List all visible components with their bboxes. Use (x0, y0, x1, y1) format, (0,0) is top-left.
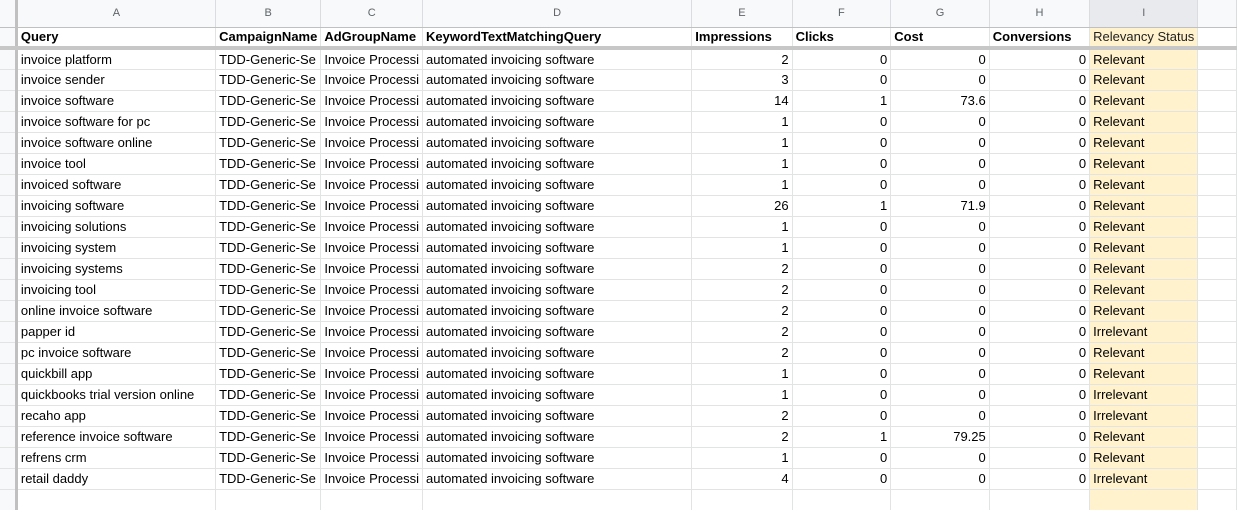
empty-cell[interactable] (1198, 174, 1237, 195)
column-header-row (0, 0, 1237, 27)
cell-adgroup[interactable]: Invoice Processi (321, 69, 423, 90)
row-number-gutter[interactable] (0, 489, 16, 510)
cell-query[interactable]: invoicing system (16, 237, 215, 258)
cell-query[interactable]: pc invoice software (16, 342, 215, 363)
cell-adgroup[interactable]: Invoice Processi (321, 258, 423, 279)
cell-conversions[interactable]: 0 (989, 216, 1089, 237)
cell-conversions[interactable]: 0 (989, 321, 1089, 342)
empty-cell[interactable] (1198, 69, 1237, 90)
cell-adgroup[interactable]: Invoice Processi (321, 237, 423, 258)
cell-cost[interactable]: 0 (891, 300, 989, 321)
cell-cost[interactable]: 0 (891, 468, 989, 489)
cell-adgroup[interactable]: Invoice Processi (321, 300, 423, 321)
cell-conversions[interactable]: 0 (989, 447, 1089, 468)
row-number-gutter[interactable] (0, 174, 16, 195)
empty-cell[interactable] (1198, 132, 1237, 153)
cell-keyword[interactable]: automated invoicing software (423, 447, 692, 468)
header-cell-cost[interactable]: Cost (891, 27, 989, 48)
cell-campaign[interactable]: TDD-Generic-Se (216, 111, 321, 132)
cell-query[interactable]: invoice platform (16, 48, 215, 69)
cell-adgroup[interactable]: Invoice Processi (321, 384, 423, 405)
cell-query[interactable]: invoicing solutions (16, 216, 215, 237)
table-row (0, 48, 1237, 69)
cell-cost[interactable]: 0 (891, 405, 989, 426)
row-number-gutter[interactable] (0, 300, 16, 321)
cell-campaign[interactable]: TDD-Generic-Se (216, 321, 321, 342)
cell-cost[interactable]: 0 (891, 321, 989, 342)
header-cell-query[interactable]: Query (16, 27, 215, 48)
empty-cell[interactable] (1198, 342, 1237, 363)
empty-cell[interactable] (1198, 153, 1237, 174)
cell-query[interactable]: invoicing software (16, 195, 215, 216)
cell-query[interactable]: invoicing systems (16, 258, 215, 279)
cell-campaign[interactable]: TDD-Generic-Se (216, 300, 321, 321)
cell-query[interactable]: online invoice software (16, 300, 215, 321)
cell-clicks[interactable]: 0 (792, 405, 891, 426)
cell-status[interactable]: Relevant (1090, 300, 1198, 321)
cell-query[interactable]: recaho app (16, 405, 215, 426)
cell-query[interactable]: invoice tool (16, 153, 215, 174)
row-number-gutter[interactable] (0, 27, 16, 48)
cell-impressions[interactable]: 1 (692, 174, 792, 195)
cell-conversions[interactable]: 0 (989, 384, 1089, 405)
row-number-gutter[interactable] (0, 405, 16, 426)
cell-keyword[interactable]: automated invoicing software (423, 279, 692, 300)
row-number-gutter[interactable] (0, 48, 16, 69)
cell-cost[interactable]: 0 (891, 216, 989, 237)
cell-keyword[interactable]: automated invoicing software (423, 426, 692, 447)
cell-adgroup[interactable]: Invoice Processi (321, 216, 423, 237)
empty-cell[interactable] (692, 489, 792, 510)
cell-conversions[interactable]: 0 (989, 300, 1089, 321)
column-header-f[interactable]: F (792, 0, 891, 27)
table-row (0, 174, 1237, 195)
cell-status[interactable]: Relevant (1090, 363, 1198, 384)
cell-campaign[interactable]: TDD-Generic-Se (216, 279, 321, 300)
cell-cost[interactable]: 0 (891, 258, 989, 279)
table-row (0, 405, 1237, 426)
cell-query[interactable]: quickbooks trial version online (16, 384, 215, 405)
cell-status[interactable]: Relevant (1090, 69, 1198, 90)
cell-status[interactable]: Relevant (1090, 132, 1198, 153)
cell-cost[interactable]: 0 (891, 237, 989, 258)
row-number-gutter[interactable] (0, 258, 16, 279)
cell-keyword[interactable]: automated invoicing software (423, 405, 692, 426)
cell-conversions[interactable]: 0 (989, 48, 1089, 69)
empty-cell[interactable] (1198, 426, 1237, 447)
cell-adgroup[interactable]: Invoice Processi (321, 426, 423, 447)
cell-keyword[interactable]: automated invoicing software (423, 69, 692, 90)
cell-conversions[interactable]: 0 (989, 90, 1089, 111)
table-row (0, 300, 1237, 321)
cell-keyword[interactable]: automated invoicing software (423, 300, 692, 321)
table-header-row (0, 27, 1237, 48)
cell-cost[interactable]: 0 (891, 363, 989, 384)
row-number-gutter[interactable] (0, 363, 16, 384)
cell-conversions[interactable]: 0 (989, 174, 1089, 195)
cell-clicks[interactable]: 1 (792, 426, 891, 447)
column-header-d[interactable]: D (423, 0, 692, 27)
column-header-i[interactable]: I (1090, 0, 1198, 27)
cell-clicks[interactable]: 0 (792, 132, 891, 153)
cell-cost[interactable]: 0 (891, 279, 989, 300)
cell-keyword[interactable]: automated invoicing software (423, 195, 692, 216)
cell-adgroup[interactable]: Invoice Processi (321, 363, 423, 384)
cell-campaign[interactable]: TDD-Generic-Se (216, 363, 321, 384)
table-row (0, 153, 1237, 174)
cell-conversions[interactable]: 0 (989, 153, 1089, 174)
cell-query[interactable]: refrens crm (16, 447, 215, 468)
empty-cell[interactable] (1198, 48, 1237, 69)
cell-impressions[interactable]: 26 (692, 195, 792, 216)
column-header-g[interactable]: G (891, 0, 989, 27)
cell-adgroup[interactable]: Invoice Processi (321, 447, 423, 468)
table-row (0, 111, 1237, 132)
cell-keyword[interactable]: automated invoicing software (423, 111, 692, 132)
column-header-b[interactable]: B (216, 0, 321, 27)
cell-impressions[interactable]: 4 (692, 468, 792, 489)
row-number-gutter[interactable] (0, 468, 16, 489)
cell-keyword[interactable]: automated invoicing software (423, 48, 692, 69)
cell-status[interactable]: Relevant (1090, 237, 1198, 258)
cell-status[interactable]: Irrelevant (1090, 468, 1198, 489)
cell-adgroup[interactable]: Invoice Processi (321, 174, 423, 195)
header-cell-adgroupname[interactable]: AdGroupName (321, 27, 423, 48)
header-cell-keywordtextmatchingquery[interactable]: KeywordTextMatchingQuery (423, 27, 692, 48)
cell-clicks[interactable]: 0 (792, 321, 891, 342)
cell-cost[interactable]: 73.6 (891, 90, 989, 111)
row-number-gutter[interactable] (0, 90, 16, 111)
cell-impressions[interactable]: 2 (692, 279, 792, 300)
row-number-gutter[interactable] (0, 447, 16, 468)
cell-keyword[interactable]: automated invoicing software (423, 363, 692, 384)
column-header-a[interactable]: A (16, 0, 215, 27)
cell-clicks[interactable]: 0 (792, 384, 891, 405)
grid-body (0, 27, 1237, 510)
cell-impressions[interactable]: 1 (692, 153, 792, 174)
cell-impressions[interactable]: 2 (692, 300, 792, 321)
cell-status[interactable]: Relevant (1090, 279, 1198, 300)
cell-cost[interactable]: 0 (891, 384, 989, 405)
empty-cell[interactable] (1198, 27, 1237, 48)
cell-adgroup[interactable]: Invoice Processi (321, 195, 423, 216)
cell-campaign[interactable]: TDD-Generic-Se (216, 426, 321, 447)
cell-campaign[interactable]: TDD-Generic-Se (216, 405, 321, 426)
cell-clicks[interactable]: 0 (792, 48, 891, 69)
cell-campaign[interactable]: TDD-Generic-Se (216, 447, 321, 468)
cell-conversions[interactable]: 0 (989, 363, 1089, 384)
cell-adgroup[interactable]: Invoice Processi (321, 90, 423, 111)
cell-status[interactable]: Relevant (1090, 195, 1198, 216)
empty-cell[interactable] (891, 489, 989, 510)
cell-conversions[interactable]: 0 (989, 279, 1089, 300)
cell-keyword[interactable]: automated invoicing software (423, 153, 692, 174)
empty-cell[interactable] (1198, 237, 1237, 258)
cell-status[interactable]: Relevant (1090, 90, 1198, 111)
cell-conversions[interactable]: 0 (989, 111, 1089, 132)
empty-cell[interactable] (1198, 90, 1237, 111)
cell-clicks[interactable]: 1 (792, 90, 891, 111)
cell-cost[interactable]: 0 (891, 342, 989, 363)
cell-query[interactable]: invoicing tool (16, 279, 215, 300)
cell-status[interactable]: Relevant (1090, 111, 1198, 132)
table-row (0, 216, 1237, 237)
empty-cell[interactable] (1198, 447, 1237, 468)
cell-conversions[interactable]: 0 (989, 405, 1089, 426)
cell-cost[interactable]: 0 (891, 48, 989, 69)
table-row (0, 342, 1237, 363)
header-cell-campaignname[interactable]: CampaignName (216, 27, 321, 48)
empty-cell[interactable] (1198, 279, 1237, 300)
cell-conversions[interactable]: 0 (989, 195, 1089, 216)
cell-keyword[interactable]: automated invoicing software (423, 132, 692, 153)
cell-clicks[interactable]: 0 (792, 174, 891, 195)
table-row (0, 363, 1237, 384)
cell-impressions[interactable]: 2 (692, 405, 792, 426)
cell-keyword[interactable]: automated invoicing software (423, 174, 692, 195)
row-number-gutter[interactable] (0, 384, 16, 405)
cell-status[interactable]: Relevant (1090, 447, 1198, 468)
column-header-c[interactable]: C (321, 0, 423, 27)
empty-cell[interactable] (321, 489, 423, 510)
cell-query[interactable]: invoice software online (16, 132, 215, 153)
table-row (0, 384, 1237, 405)
cell-cost[interactable]: 0 (891, 174, 989, 195)
empty-cell[interactable] (1198, 363, 1237, 384)
cell-cost[interactable]: 0 (891, 447, 989, 468)
empty-cell[interactable] (1198, 216, 1237, 237)
table-row (0, 90, 1237, 111)
empty-cell[interactable] (216, 489, 321, 510)
empty-cell[interactable] (16, 489, 215, 510)
empty-cell[interactable] (792, 489, 891, 510)
row-number-gutter[interactable] (0, 237, 16, 258)
cell-campaign[interactable]: TDD-Generic-Se (216, 342, 321, 363)
table-row (0, 195, 1237, 216)
empty-row (0, 489, 1237, 510)
cell-impressions[interactable]: 1 (692, 132, 792, 153)
cell-status[interactable]: Relevant (1090, 153, 1198, 174)
cell-conversions[interactable]: 0 (989, 342, 1089, 363)
cell-adgroup[interactable]: Invoice Processi (321, 321, 423, 342)
cell-query[interactable]: reference invoice software (16, 426, 215, 447)
header-cell-impressions[interactable]: Impressions (692, 27, 792, 48)
empty-cell[interactable] (1090, 489, 1198, 510)
cell-clicks[interactable]: 0 (792, 279, 891, 300)
empty-cell[interactable] (1198, 405, 1237, 426)
cell-adgroup[interactable]: Invoice Processi (321, 279, 423, 300)
cell-clicks[interactable]: 0 (792, 111, 891, 132)
table-row (0, 468, 1237, 489)
cell-clicks[interactable]: 0 (792, 300, 891, 321)
cell-clicks[interactable]: 0 (792, 153, 891, 174)
cell-impressions[interactable]: 1 (692, 111, 792, 132)
cell-campaign[interactable]: TDD-Generic-Se (216, 216, 321, 237)
cell-status[interactable]: Relevant (1090, 342, 1198, 363)
row-number-gutter[interactable] (0, 153, 16, 174)
cell-adgroup[interactable]: Invoice Processi (321, 132, 423, 153)
empty-cell[interactable] (989, 489, 1089, 510)
cell-cost[interactable]: 0 (891, 69, 989, 90)
select-all-corner[interactable] (0, 0, 16, 27)
cell-status[interactable]: Relevant (1090, 174, 1198, 195)
empty-cell[interactable] (1198, 300, 1237, 321)
cell-keyword[interactable]: automated invoicing software (423, 321, 692, 342)
cell-campaign[interactable]: TDD-Generic-Se (216, 174, 321, 195)
cell-impressions[interactable]: 3 (692, 69, 792, 90)
cell-impressions[interactable]: 1 (692, 237, 792, 258)
row-number-gutter[interactable] (0, 132, 16, 153)
cell-keyword[interactable]: automated invoicing software (423, 258, 692, 279)
row-number-gutter[interactable] (0, 69, 16, 90)
cell-impressions[interactable]: 1 (692, 363, 792, 384)
cell-adgroup[interactable]: Invoice Processi (321, 405, 423, 426)
cell-impressions[interactable]: 2 (692, 48, 792, 69)
table-row (0, 321, 1237, 342)
cell-conversions[interactable]: 0 (989, 426, 1089, 447)
cell-campaign[interactable]: TDD-Generic-Se (216, 384, 321, 405)
cell-adgroup[interactable]: Invoice Processi (321, 468, 423, 489)
empty-cell[interactable] (1198, 258, 1237, 279)
cell-status[interactable]: Irrelevant (1090, 405, 1198, 426)
cell-query[interactable]: invoiced software (16, 174, 215, 195)
cell-clicks[interactable]: 0 (792, 468, 891, 489)
cell-cost[interactable]: 71.9 (891, 195, 989, 216)
cell-impressions[interactable]: 2 (692, 342, 792, 363)
cell-adgroup[interactable]: Invoice Processi (321, 111, 423, 132)
row-number-gutter[interactable] (0, 111, 16, 132)
row-number-gutter[interactable] (0, 216, 16, 237)
cell-cost[interactable]: 79.25 (891, 426, 989, 447)
cell-clicks[interactable]: 0 (792, 216, 891, 237)
cell-impressions[interactable]: 2 (692, 258, 792, 279)
empty-cell[interactable] (1198, 111, 1237, 132)
cell-clicks[interactable]: 0 (792, 69, 891, 90)
header-cell-conversions[interactable]: Conversions (989, 27, 1089, 48)
column-header-h[interactable]: H (989, 0, 1089, 27)
cell-status[interactable]: Relevant (1090, 48, 1198, 69)
table-row (0, 258, 1237, 279)
row-number-gutter[interactable] (0, 279, 16, 300)
cell-status[interactable]: Relevant (1090, 258, 1198, 279)
row-number-gutter[interactable] (0, 426, 16, 447)
cell-conversions[interactable]: 0 (989, 258, 1089, 279)
cell-keyword[interactable]: automated invoicing software (423, 342, 692, 363)
row-number-gutter[interactable] (0, 321, 16, 342)
cell-clicks[interactable]: 0 (792, 447, 891, 468)
cell-clicks[interactable]: 1 (792, 195, 891, 216)
cell-campaign[interactable]: TDD-Generic-Se (216, 468, 321, 489)
cell-query[interactable]: invoice sender (16, 69, 215, 90)
cell-adgroup[interactable]: Invoice Processi (321, 342, 423, 363)
cell-cost[interactable]: 0 (891, 153, 989, 174)
cell-conversions[interactable]: 0 (989, 69, 1089, 90)
cell-campaign[interactable]: TDD-Generic-Se (216, 237, 321, 258)
cell-query[interactable]: retail daddy (16, 468, 215, 489)
table-row (0, 447, 1237, 468)
column-header-e[interactable]: E (692, 0, 792, 27)
cell-query[interactable]: papper id (16, 321, 215, 342)
cell-status[interactable]: Relevant (1090, 426, 1198, 447)
cell-query[interactable]: quickbill app (16, 363, 215, 384)
cell-conversions[interactable]: 0 (989, 237, 1089, 258)
cell-impressions[interactable]: 1 (692, 447, 792, 468)
cell-cost[interactable]: 0 (891, 132, 989, 153)
cell-keyword[interactable]: automated invoicing software (423, 90, 692, 111)
table-row (0, 279, 1237, 300)
cell-impressions[interactable]: 2 (692, 426, 792, 447)
empty-cell[interactable] (1198, 468, 1237, 489)
cell-query[interactable]: invoice software for pc (16, 111, 215, 132)
cell-campaign[interactable]: TDD-Generic-Se (216, 195, 321, 216)
cell-campaign[interactable]: TDD-Generic-Se (216, 132, 321, 153)
cell-conversions[interactable]: 0 (989, 132, 1089, 153)
cell-campaign[interactable]: TDD-Generic-Se (216, 258, 321, 279)
cell-status[interactable]: Irrelevant (1090, 384, 1198, 405)
row-number-gutter[interactable] (0, 195, 16, 216)
cell-status[interactable]: Relevant (1090, 216, 1198, 237)
cell-keyword[interactable]: automated invoicing software (423, 237, 692, 258)
cell-clicks[interactable]: 0 (792, 237, 891, 258)
empty-cell[interactable] (1198, 489, 1237, 510)
cell-keyword[interactable]: automated invoicing software (423, 384, 692, 405)
cell-campaign[interactable]: TDD-Generic-Se (216, 69, 321, 90)
table-row (0, 426, 1237, 447)
header-cell-relevancy-status[interactable]: Relevancy Status (1090, 27, 1198, 48)
table-row (0, 69, 1237, 90)
table-row (0, 132, 1237, 153)
cell-impressions[interactable]: 1 (692, 216, 792, 237)
cell-campaign[interactable]: TDD-Generic-Se (216, 153, 321, 174)
cell-cost[interactable]: 0 (891, 111, 989, 132)
table-row (0, 237, 1237, 258)
cell-campaign[interactable]: TDD-Generic-Se (216, 48, 321, 69)
cell-status[interactable]: Irrelevant (1090, 321, 1198, 342)
cell-keyword[interactable]: automated invoicing software (423, 216, 692, 237)
empty-cell[interactable] (423, 489, 692, 510)
cell-conversions[interactable]: 0 (989, 468, 1089, 489)
empty-cell[interactable] (1198, 384, 1237, 405)
cell-adgroup[interactable]: Invoice Processi (321, 48, 423, 69)
cell-impressions[interactable]: 2 (692, 321, 792, 342)
cell-keyword[interactable]: automated invoicing software (423, 468, 692, 489)
cell-adgroup[interactable]: Invoice Processi (321, 153, 423, 174)
row-number-gutter[interactable] (0, 342, 16, 363)
cell-query[interactable]: invoice software (16, 90, 215, 111)
cell-impressions[interactable]: 14 (692, 90, 792, 111)
empty-cell[interactable] (1198, 321, 1237, 342)
header-cell-clicks[interactable]: Clicks (792, 27, 891, 48)
column-header-extra[interactable] (1198, 0, 1237, 27)
cell-impressions[interactable]: 1 (692, 384, 792, 405)
empty-cell[interactable] (1198, 195, 1237, 216)
cell-clicks[interactable]: 0 (792, 258, 891, 279)
cell-clicks[interactable]: 0 (792, 363, 891, 384)
cell-campaign[interactable]: TDD-Generic-Se (216, 90, 321, 111)
cell-clicks[interactable]: 0 (792, 342, 891, 363)
